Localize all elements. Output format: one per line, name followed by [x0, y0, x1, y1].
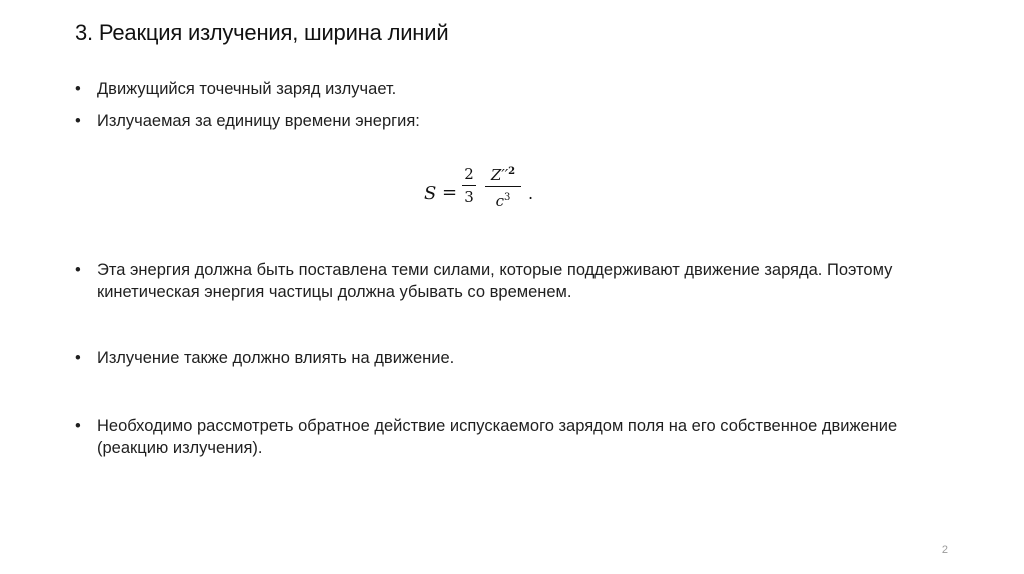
bullet-dot: • [75, 349, 81, 367]
formula-fraction-main [485, 163, 521, 210]
bullet-item [75, 259, 935, 303]
bullet-item [75, 78, 935, 100]
formula-fraction-coefficient [462, 165, 476, 206]
bullet-text: Излучение также должно влиять на движение. [97, 349, 455, 367]
bullet-dot: • [75, 112, 81, 130]
denominator-base: c [495, 192, 505, 210]
fraction-bar [485, 186, 521, 187]
bullet-dot: • [75, 417, 81, 435]
bullet-item [75, 347, 935, 369]
fraction-numerator: 2 [464, 165, 474, 183]
formula-period: . [528, 184, 534, 203]
formula-equals: = [442, 182, 458, 203]
fraction-denominator: 3 [464, 188, 474, 206]
bullet-item [75, 110, 935, 132]
bullet-text: Необходимо рассмотреть обратное действие испускаемого зарядом поля на его собственное движение (реакцию излучения). [97, 417, 898, 457]
bullet-dot: • [75, 261, 81, 279]
bullet-text: Эта энергия должна быть поставлена теми силами, которые поддерживают движение заряда. Поэтому кинетическая энергия частицы должна убывать со временем. [97, 261, 893, 301]
bullet-item [75, 415, 935, 459]
numerator-power: 2 [508, 166, 516, 177]
fraction-numerator [485, 163, 521, 184]
fraction-bar [462, 185, 476, 186]
numerator-base: Z′′ [490, 166, 509, 184]
denominator-power: 3 [504, 192, 511, 203]
fraction-denominator [485, 189, 521, 210]
slide-title: 3. Реакция излучения, ширина линий [75, 20, 449, 45]
page-number: 2 [941, 544, 948, 556]
formula-lhs: S [424, 183, 437, 204]
bullet-text: Излучаемая за единицу времени энергия: [97, 112, 420, 130]
bullet-text: Движущийся точечный заряд излучает. [97, 80, 397, 98]
bullet-dot: • [75, 80, 81, 98]
